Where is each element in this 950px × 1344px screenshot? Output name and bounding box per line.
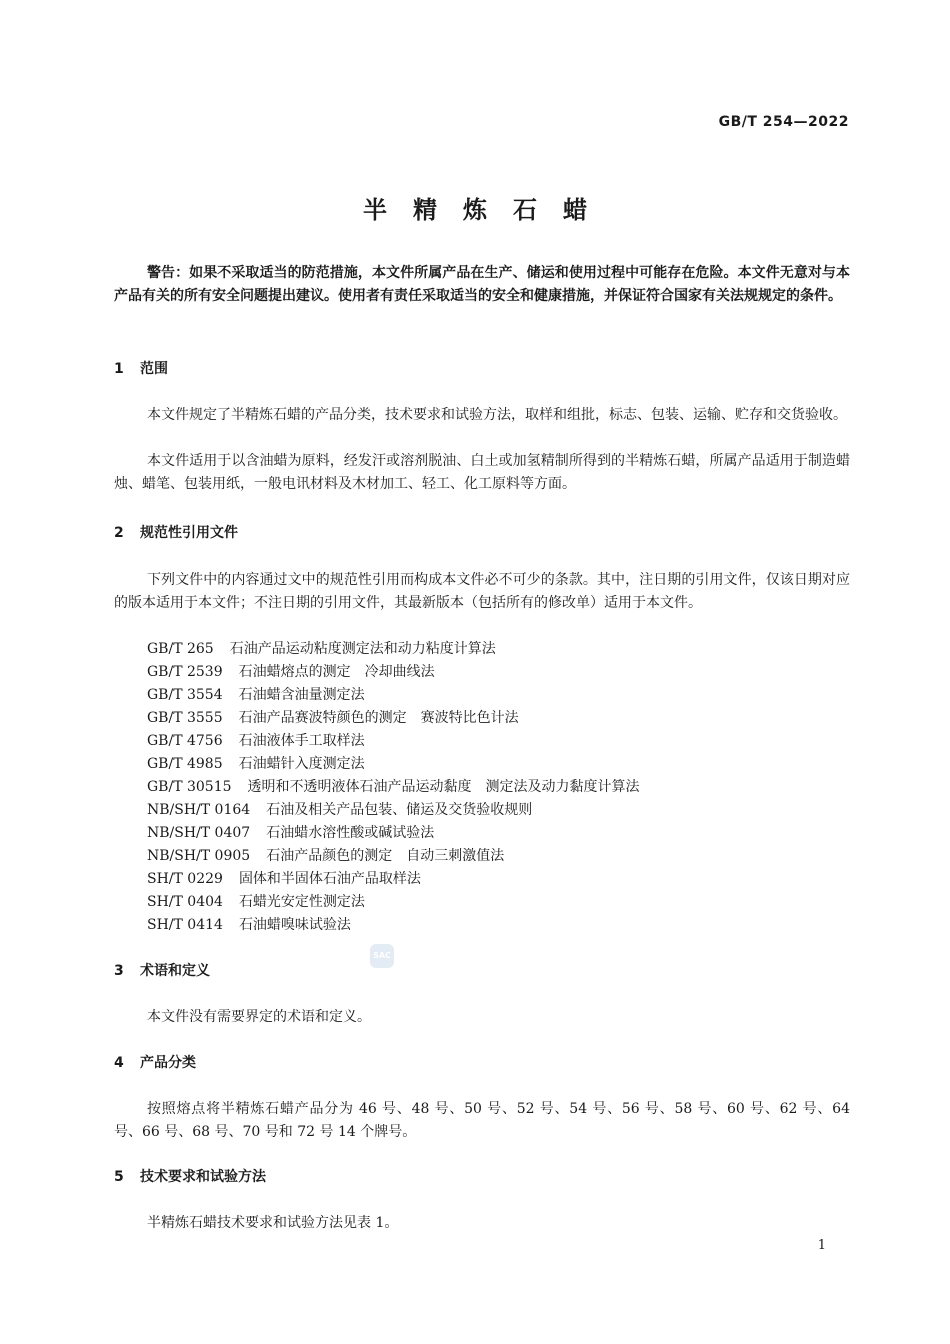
reference-item: [147, 730, 640, 753]
reference-title: 石油蜡熔点的测定 冷却曲线法: [238, 664, 435, 680]
standard-code: GB/T 254—2022: [718, 114, 849, 130]
reference-title: 石蜡光安定性测定法: [238, 894, 365, 910]
reference-code: SH/T 0404: [147, 894, 223, 910]
reference-title: 固体和半固体石油产品取样法: [238, 871, 421, 887]
reference-title: 石油及相关产品包装、储运及交货验收规则: [266, 802, 533, 818]
section-number: 4: [114, 1055, 124, 1071]
section-3-heading: [114, 960, 210, 980]
scope-paragraph-2: 本文件适用于以含油蜡为原料，经发汗或溶剂脱油、白土或加氢精制所得到的半精炼石蜡，所属产品适用于制造蜡烛、蜡笔、包装用纸，一般电讯材料及木材加工、轻工、化工原料等方面。: [114, 453, 850, 492]
reference-code: GB/T 3555: [147, 710, 223, 726]
section-5-heading: [114, 1166, 266, 1186]
section-title: 规范性引用文件: [140, 525, 238, 541]
section-number: 2: [114, 525, 124, 541]
document-title: 半精炼石蜡: [363, 196, 613, 224]
section-4-heading: [114, 1052, 196, 1072]
safety-warning: 警告：如果不采取适当的防范措施，本文件所属产品在生产、储运和使用过程中可能存在危险。本文件无意对与本产品有关的所有安全问题提出建议。使用者有责任采取适当的安全和健康措施，并保证符合国家有关法规规定的条件。: [114, 265, 850, 304]
reference-code: GB/T 4756: [147, 733, 223, 749]
reference-code: GB/T 265: [147, 641, 214, 657]
requirements-paragraph: 半精炼石蜡技术要求和试验方法见表 1。: [147, 1215, 399, 1231]
section-number: 5: [114, 1169, 124, 1185]
reference-item: [147, 799, 640, 822]
reference-title: 石油蜡含油量测定法: [238, 687, 365, 703]
reference-title: 石油产品颜色的测定 自动三刺激值法: [266, 848, 505, 864]
section-number: 1: [114, 361, 124, 377]
section-title: 产品分类: [140, 1055, 196, 1071]
reference-code: GB/T 4985: [147, 756, 223, 772]
reference-list: [147, 638, 640, 937]
reference-title: 石油产品赛波特颜色的测定 赛波特比色计法: [238, 710, 519, 726]
section-title: 技术要求和试验方法: [140, 1169, 266, 1185]
reference-title: 石油液体手工取样法: [238, 733, 365, 749]
scope-paragraph-1: 本文件规定了半精炼石蜡的产品分类，技术要求和试验方法，取样和组批，标志、包装、运输、贮存和交货验收。: [147, 407, 847, 423]
reference-item: [147, 891, 640, 914]
reference-code: NB/SH/T 0407: [147, 825, 251, 841]
normative-intro: 下列文件中的内容通过文中的规范性引用而构成本文件必不可少的条款。其中，注日期的引用文件，仅该日期对应的版本适用于本文件；不注日期的引用文件，其最新版本（包括所有的修改单）适用于本文件。: [114, 572, 850, 611]
section-2-heading: [114, 522, 238, 542]
reference-title: 透明和不透明液体石油产品运动黏度 测定法及动力黏度计算法: [247, 779, 640, 795]
reference-code: GB/T 2539: [147, 664, 223, 680]
reference-item: [147, 822, 640, 845]
classification-paragraph: 按照熔点将半精炼石蜡产品分为 46 号、48 号、50 号、52 号、54 号、56 号、58 号、60 号、62 号、64 号、66 号、68 号、70 号和 72 号 14 个牌号。: [114, 1101, 850, 1140]
reference-title: 石油产品运动粘度测定法和动力粘度计算法: [229, 641, 496, 657]
reference-code: NB/SH/T 0905: [147, 848, 251, 864]
sac-watermark-icon: SAC: [370, 944, 394, 968]
reference-item: [147, 684, 640, 707]
reference-code: GB/T 3554: [147, 687, 223, 703]
section-number: 3: [114, 963, 124, 979]
reference-code: SH/T 0414: [147, 917, 223, 933]
section-title: 术语和定义: [140, 963, 210, 979]
reference-item: [147, 868, 640, 891]
reference-title: 石油蜡嗅味试验法: [238, 917, 351, 933]
section-title: 范围: [140, 361, 168, 377]
terms-paragraph: 本文件没有需要界定的术语和定义。: [147, 1009, 371, 1025]
reference-item: [147, 753, 640, 776]
reference-title: 石油蜡针入度测定法: [238, 756, 365, 772]
section-1-heading: [114, 358, 168, 378]
reference-code: GB/T 30515: [147, 779, 232, 795]
reference-item: [147, 845, 640, 868]
reference-item: [147, 914, 640, 937]
reference-item: [147, 661, 640, 684]
reference-title: 石油蜡水溶性酸或碱试验法: [266, 825, 435, 841]
reference-item: [147, 638, 640, 661]
reference-code: NB/SH/T 0164: [147, 802, 251, 818]
reference-item: [147, 707, 640, 730]
page-number: 1: [817, 1238, 826, 1253]
reference-item: [147, 776, 640, 799]
reference-code: SH/T 0229: [147, 871, 223, 887]
